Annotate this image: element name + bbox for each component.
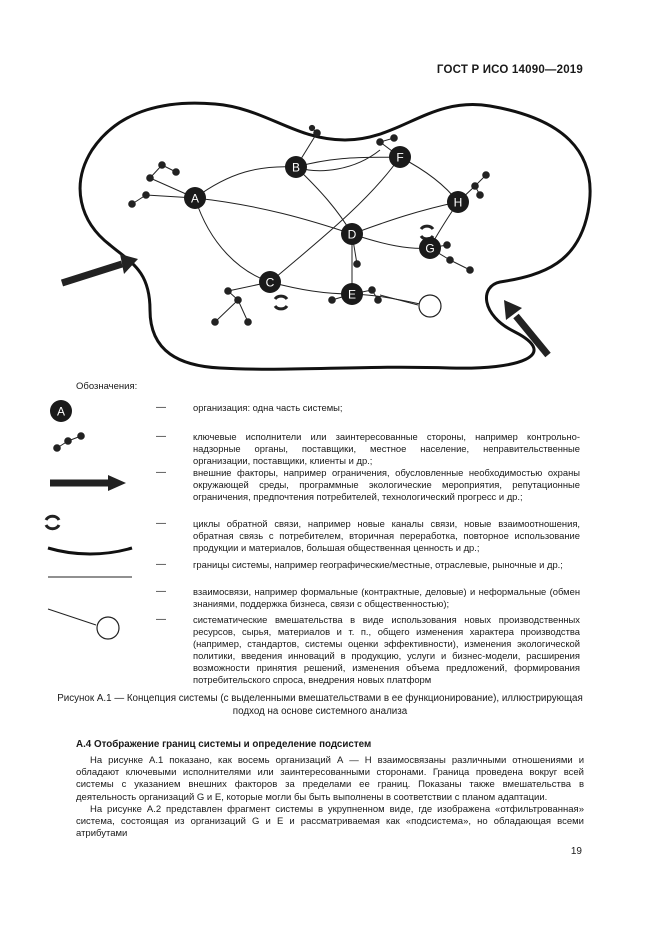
- legend-boundary-symbol: [40, 544, 140, 562]
- legend-dash: —: [156, 518, 166, 529]
- node-label: B: [291, 160, 301, 175]
- legend-text-stakeholders: ключевые исполнители или заинтересованные стороны, например контрольно-надзорные органы, поставщики, местное население, неправительственные организации, поставщики, клиенты и др.;: [193, 431, 580, 466]
- legend-dash: —: [156, 614, 166, 625]
- organization-node-b: [285, 156, 307, 178]
- organization-node-g: [419, 237, 441, 259]
- figure-caption: Рисунок А.1 — Концепция системы (с выделенными вмешательствами в ее функционирование), иллюстрирующая подход на основе системного анализа: [57, 693, 583, 717]
- section-heading: А.4 Отображение границ системы и определение подсистем: [76, 739, 372, 750]
- external-factor-arrow: [62, 254, 138, 283]
- node-label: A: [190, 191, 200, 206]
- node-label: G: [425, 241, 435, 256]
- node-label: E: [347, 287, 357, 302]
- legend-dash: —: [156, 586, 166, 597]
- node-label: H: [453, 195, 463, 210]
- external-factor-arrow: [504, 300, 548, 355]
- node-label: C: [265, 275, 275, 290]
- legend-text-interventions: систематические вмешательства в виде использования новых производственных ресурсов, сырья, материалов и т. п., общего изменения характера производства (например, стандартов, системы оценки эффективности), изменения экологической политики, введения инноваций в продукцию, услуги и бизнес-модели, расширения возможности принятия решений, изменения объема предложений, формирования потребительского спроса, внедрения новых платформ: [193, 614, 580, 685]
- legend-text-organization: организация: одна часть системы;: [193, 402, 343, 413]
- legend-relationship-line: [40, 570, 140, 584]
- feedback-cycle-icon: [275, 296, 287, 309]
- legend-dash: —: [156, 402, 166, 413]
- legend-title: Обозначения:: [76, 381, 138, 392]
- organization-node-e: [341, 283, 363, 305]
- legend-stakeholders-symbol: [40, 430, 140, 454]
- node-label: F: [396, 150, 404, 165]
- legend-dash: —: [156, 431, 166, 442]
- document-code: ГОСТ Р ИСО 14090—2019: [436, 64, 583, 76]
- organization-node-d: [341, 223, 363, 245]
- system-concept-diagram: [0, 0, 661, 380]
- legend-external-factor-arrow: [40, 473, 140, 493]
- system-boundary: [80, 103, 590, 369]
- legend-text-feedback-cycles: циклы обратной связи, например новые каналы связи, новые взаимоотношения, обратная связь с потребителем, вторичная переработка, повторное использование продукции и материалов, большая общественная ценность и др.;: [193, 518, 580, 553]
- legend-organization-symbol: [40, 398, 140, 424]
- feedback-cycle-icon: [421, 226, 433, 239]
- node-label: D: [347, 227, 357, 242]
- legend-text-boundaries: границы системы, например географические/местные, отраслевые, рыночные и др.;: [193, 559, 563, 570]
- legend-feedback-cycle-icon: [40, 512, 140, 532]
- page-number: 19: [570, 846, 582, 857]
- relationship-lines: [195, 150, 458, 306]
- legend-text-external-factors: внешние факторы, например ограничения, обусловленные необходимостью охраны окружающей среды, программные экологические мероприятия, репутационные ограничения, предпочтения потребителей, технологический прогресс и др.;: [193, 467, 580, 502]
- organization-node-h: [447, 191, 469, 213]
- legend-dash: —: [156, 559, 166, 570]
- legend-intervention-symbol: [40, 604, 140, 640]
- legend-dash: —: [156, 467, 166, 478]
- svg-text:A: A: [56, 404, 66, 419]
- organization-node-f: [389, 146, 411, 168]
- legend-text-relationships: взаимосвязи, например формальные (контрактные, деловые) и неформальные (обмен знаниями, поддержка бизнеса, связи с общественностью);: [193, 586, 580, 609]
- organization-node-c: [259, 271, 281, 293]
- organization-node-a: [184, 187, 206, 209]
- stakeholder-chains: [129, 125, 490, 325]
- paragraph: На рисунке А.1 показано, как восемь организаций А — Н взаимосвязаны различными отношениями и обладают ключевыми исполнителями или заинтересованными сторонами. Граница проведена вокруг всей системы с указанием внешних факторов за пределами ее границ. Показаны также вмешательства в деятельность организаций G и Е, которые могли бы быть выполнены в соответствии с планом адаптации.: [76, 755, 584, 803]
- paragraph: На рисунке А.2 представлен фрагмент системы в укрупненном виде, где изображена «отфильтрованная» система, состоящая из организаций G и Е и рассматриваемая как «подсистема», но обладающая всеми атрибутами: [76, 804, 584, 840]
